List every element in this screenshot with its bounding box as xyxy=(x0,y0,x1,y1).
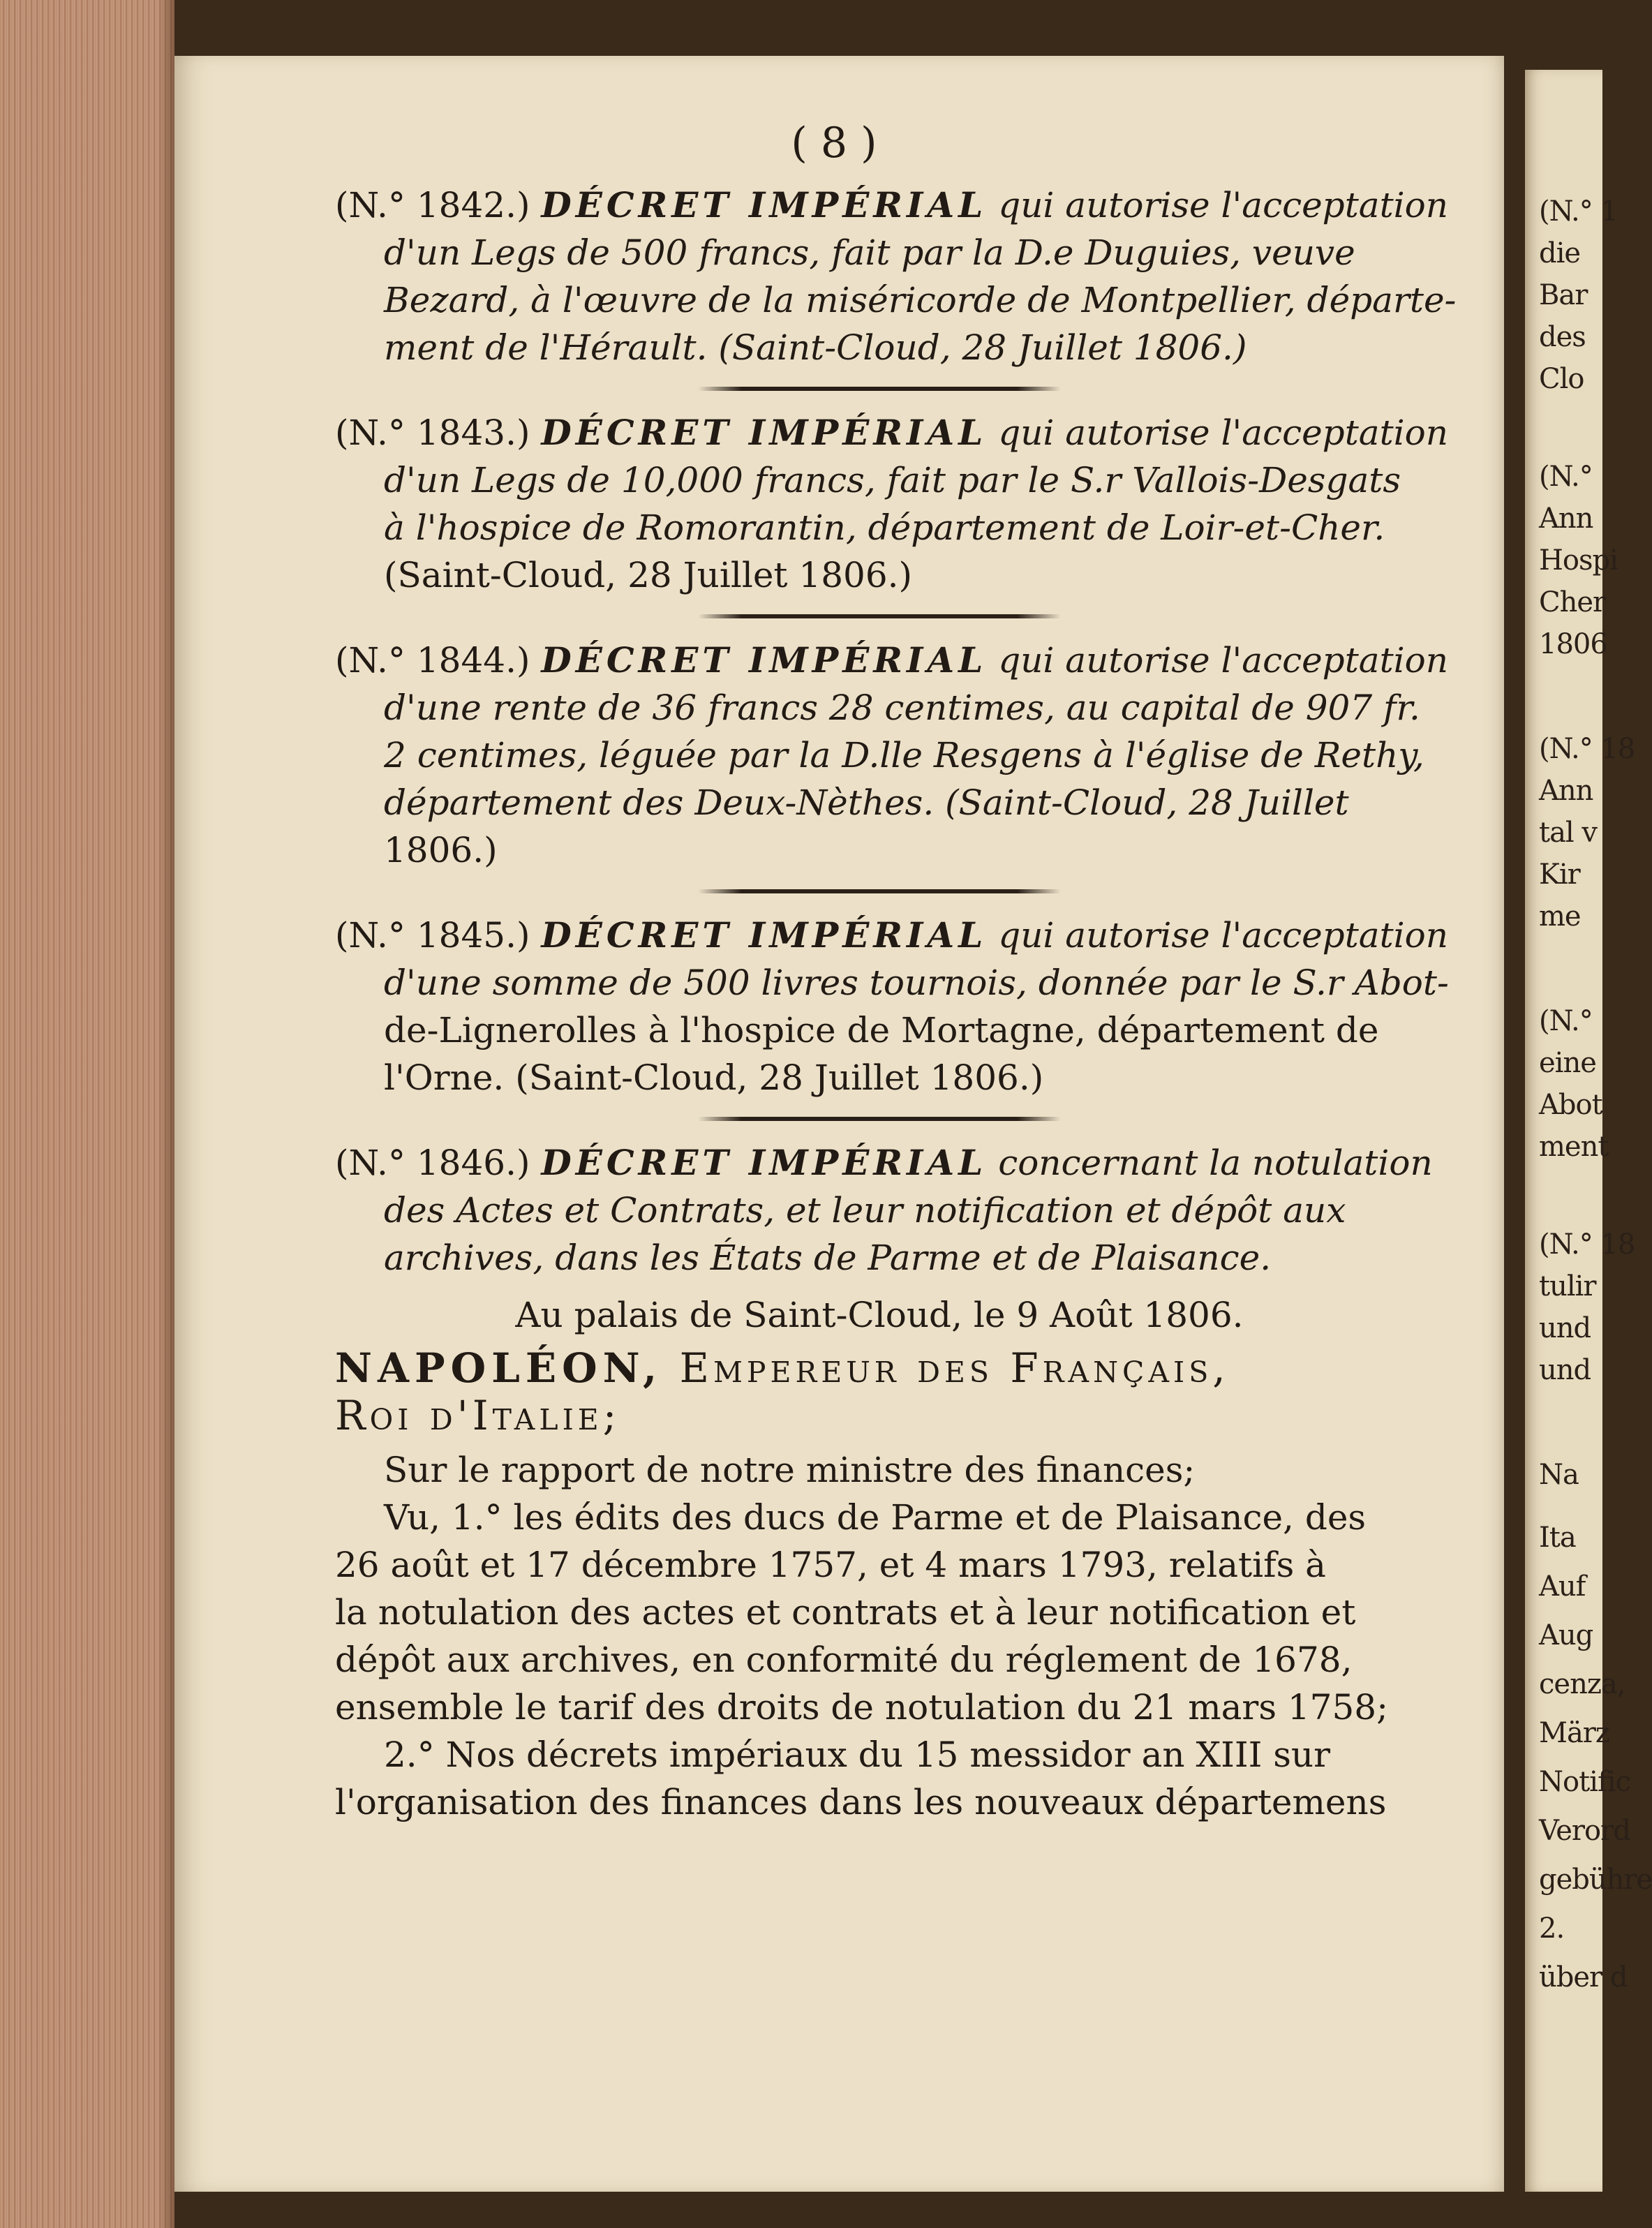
body-line: l'organisation des finances dans les nouveaux départemens xyxy=(335,1782,1387,1822)
facing-page xyxy=(1525,70,1652,2192)
divider-rule xyxy=(698,889,1061,893)
facing-fragment: ment xyxy=(1539,1131,1609,1163)
body-line: Vu, 1.° les édits des ducs de Parme et de Plaisance, des xyxy=(384,1497,1367,1538)
facing-fragment: (N.° 18 xyxy=(1539,733,1635,765)
entry-text: d'une rente de 36 francs 28 centimes, au capital de 907 fr. xyxy=(384,688,1420,728)
entry-text: qui autorise l'acceptation xyxy=(998,413,1448,453)
facing-fragment: eine xyxy=(1539,1047,1596,1079)
facing-fragment: 1806 xyxy=(1539,628,1607,660)
page-content xyxy=(335,119,1457,1826)
body-line: 26 août et 17 décembre 1757, et 4 mars 1793, relatifs à xyxy=(335,1545,1326,1585)
facing-fragment: Bar xyxy=(1539,279,1588,311)
facing-fragment: (N.° xyxy=(1539,1005,1593,1037)
entry-text: qui autorise l'acceptation xyxy=(998,640,1448,681)
decree-entry xyxy=(335,409,1448,599)
entry-number: (N.° 1846.) xyxy=(335,1143,530,1183)
entry-text: qui autorise l'acceptation xyxy=(998,915,1448,956)
facing-fragment: März xyxy=(1539,1717,1609,1749)
entry-text: de-Lignerolles à l'hospice de Mortagne, département de xyxy=(384,1010,1379,1050)
facing-fragment: (N.° 18 xyxy=(1539,1228,1635,1261)
decree-entry xyxy=(335,181,1457,371)
facing-fragment: Clo xyxy=(1539,363,1584,395)
decree-entry xyxy=(335,637,1448,874)
facing-fragment: tal v xyxy=(1539,817,1598,849)
king-title: Roi d'Italie; xyxy=(335,1392,621,1439)
decree-body xyxy=(335,1446,1424,1826)
entry-number: (N.° 1845.) xyxy=(335,915,530,956)
page-number: ( 8 ) xyxy=(791,119,877,168)
entry-text: département des Deux-Nèthes. (Saint-Cloud, 28 Juillet xyxy=(384,782,1349,823)
facing-fragment: Kir xyxy=(1539,859,1580,891)
decree-entry xyxy=(335,1139,1433,1282)
entry-text: d'un Legs de 500 francs, fait par la D.e Duguies, veuve xyxy=(384,232,1355,273)
facing-fragment: Na xyxy=(1539,1459,1579,1491)
facing-fragment: me xyxy=(1539,900,1581,933)
entry-text: qui autorise l'acceptation xyxy=(998,185,1448,225)
facing-fragment: Ann xyxy=(1539,503,1593,535)
divider-rule xyxy=(698,614,1061,618)
facing-fragment: Aug xyxy=(1539,1619,1593,1651)
entry-text: (Saint-Cloud, 28 Juillet 1806.) xyxy=(384,555,913,595)
body-line: Sur le rapport de notre ministre des finances; xyxy=(384,1450,1196,1490)
entry-title: DÉCRET IMPÉRIAL xyxy=(541,639,988,681)
facing-fragment: (N.° xyxy=(1539,461,1593,493)
emperor-name: NAPOLÉON, xyxy=(335,1344,663,1392)
emperor-title: Empereur des Français, xyxy=(679,1344,1230,1392)
decree-entry xyxy=(335,912,1449,1101)
entry-title: DÉCRET IMPÉRIAL xyxy=(541,184,988,225)
body-line: 2.° Nos décrets impériaux du 15 messidor an XIII sur xyxy=(384,1735,1330,1775)
entry-text: 2 centimes, léguée par la D.lle Resgens à l'église de Rethy, xyxy=(384,735,1424,775)
facing-fragment: (N.° 1 xyxy=(1539,195,1618,228)
entry-text: des Actes et Contrats, et leur notification et dépôt aux xyxy=(384,1190,1346,1231)
entry-number: (N.° 1844.) xyxy=(335,640,530,681)
entry-number: (N.° 1842.) xyxy=(335,185,530,225)
facing-fragment: Ita xyxy=(1539,1522,1576,1554)
divider-rule xyxy=(698,1117,1061,1121)
facing-fragment: und xyxy=(1539,1354,1591,1386)
entry-text: concernant la notulation xyxy=(998,1143,1433,1183)
book-edge xyxy=(0,0,174,2228)
entry-text: Bezard, à l'œuvre de la miséricorde de Montpellier, départe- xyxy=(384,280,1457,320)
facing-fragment: Cher xyxy=(1539,586,1606,618)
facing-fragment: 2. xyxy=(1539,1913,1565,1945)
facing-fragment: tulir xyxy=(1539,1270,1596,1302)
facing-fragment: und xyxy=(1539,1312,1591,1344)
facing-fragment: des xyxy=(1539,321,1586,353)
entry-number: (N.° 1843.) xyxy=(335,413,530,453)
entry-title: DÉCRET IMPÉRIAL xyxy=(541,412,988,453)
entry-text: à l'hospice de Romorantin, département de Loir-et-Cher. xyxy=(384,507,1385,548)
facing-fragment: Hospi xyxy=(1539,544,1618,577)
body-line: la notulation des actes et contrats et à leur notification et xyxy=(335,1592,1356,1633)
entry-text: ment de l'Hérault. (Saint-Cloud, 28 Juillet 1806.) xyxy=(384,327,1247,368)
entry-text: l'Orne. (Saint-Cloud, 28 Juillet 1806.) xyxy=(384,1057,1044,1098)
facing-fragment: cenza, xyxy=(1539,1668,1625,1700)
facing-fragment: Ann xyxy=(1539,775,1593,807)
entry-text: d'un Legs de 10,000 francs, fait par le S.r Vallois-Desgats xyxy=(384,460,1401,500)
entry-text: d'une somme de 500 livres tournois, donnée par le S.r Abot- xyxy=(384,963,1449,1003)
facing-fragment: Notific xyxy=(1539,1766,1630,1798)
entry-title: DÉCRET IMPÉRIAL xyxy=(541,1142,988,1183)
facing-fragment: über d xyxy=(1539,1961,1628,1993)
facing-fragment: Abot xyxy=(1539,1089,1602,1121)
facing-fragment: gebühre xyxy=(1539,1864,1652,1896)
facing-fragment: die xyxy=(1539,237,1581,269)
place-date: Au palais de Saint-Cloud, le 9 Août 1806. xyxy=(515,1295,1244,1335)
body-line: dépôt aux archives, en conformité du réglement de 1678, xyxy=(335,1640,1353,1680)
entry-text: 1806.) xyxy=(384,830,498,870)
entry-title: DÉCRET IMPÉRIAL xyxy=(541,914,988,956)
facing-fragment: Auf xyxy=(1539,1570,1586,1603)
facing-fragment: Verord xyxy=(1539,1815,1630,1847)
entry-text: archives, dans les États de Parme et de Plaisance. xyxy=(384,1238,1272,1278)
divider-rule xyxy=(698,387,1061,391)
body-line: ensemble le tarif des droits de notulation du 21 mars 1758; xyxy=(335,1687,1388,1728)
decree-heading xyxy=(335,1344,1424,1439)
